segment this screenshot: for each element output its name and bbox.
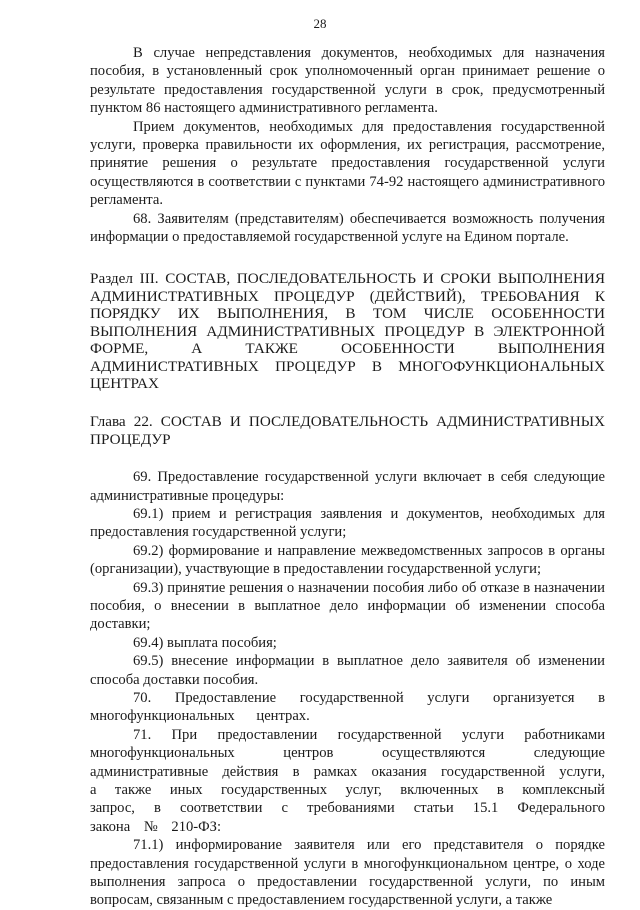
paragraph-69-5: 69.5) внесение информации в выплатное дело заявителя об изменении способа доставки пособия. xyxy=(90,653,605,688)
chapter-heading: Глава 22. СОСТАВ И ПОСЛЕДОВАТЕЛЬНОСТЬ АДМИНИСТРАТИВНЫХ ПРОЦЕДУР xyxy=(90,413,605,448)
paragraph-69-2: 69.2) формирование и направление межведомственных запросов в органы (организации), участвующие в предоставлении государственной услуги; xyxy=(90,542,605,578)
paragraph: Прием документов, необходимых для предоставления государственной услуги, проверка правильности их оформления, их регистрация, рассмотрение, принятие решения о результате предоставления государственной услуги осуществляются в соответствии с пунктами 74-92 настоящего административного регламента. xyxy=(90,118,605,209)
paragraph-69-3: 69.3) принятие решения о назначении пособия либо об отказе в назначении пособия, о внесении в выплатное дело информации об изменении способа доставки; xyxy=(90,579,605,633)
document-body xyxy=(90,44,605,910)
paragraph: В случае непредставления документов, необходимых для назначения пособия, в установленный срок уполномоченный орган принимает решение о результате предоставления государственной услуги в срок, предусмотренный пунктом 86 настоящего административного регламента. xyxy=(90,45,605,117)
paragraph-69-1: 69.1) прием и регистрация заявления и документов, необходимых для предоставления государственной услуги; xyxy=(90,505,605,541)
paragraph-71-1: 71.1) информирование заявителя или его представителя о порядке предоставления государственной услуги в многофункциональном центре, о ходе выполнения запроса о предоставлении государственной услуги, по иным вопросам, связанным с предоставлением государственной услуги, а также xyxy=(90,837,605,909)
paragraph-69: 69. Предоставление государственной услуги включает в себя следующие административные процедуры: xyxy=(90,469,605,504)
paragraph-70: 70. Предоставление государственной услуги организуется в многофункциональных центрах. xyxy=(90,690,605,725)
paragraph-69-4: 69.4) выплата пособия; xyxy=(133,634,277,651)
page-number: 28 xyxy=(313,16,327,31)
paragraph-68: 68. Заявителям (представителям) обеспечивается возможность получения информации о предоставляемой государственной услуге на Едином портале. xyxy=(90,210,605,246)
paragraph-71: 71. При предоставлении государственной услуги работниками многофункциональных центров осуществляются следующие административные действия в рамках оказания государственной услуги, а также иных государственных услуг, включенных в комплексный запрос, в соответствии с требованиями статьи 15.1 Федерального закона № 210-ФЗ: xyxy=(90,726,605,835)
section-heading: Раздел III. СОСТАВ, ПОСЛЕДОВАТЕЛЬНОСТЬ И СРОКИ ВЫПОЛНЕНИЯ АДМИНИСТРАТИВНЫХ ПРОЦЕДУР (ДЕЙСТВИЙ), ТРЕБОВАНИЯ К ПОРЯДКУ ИХ ВЫПОЛНЕНИЯ, В ТОМ ЧИСЛЕ ОСОБЕННОСТИ ВЫПОЛНЕНИЯ АДМИНИСТРАТИВНЫХ ПРОЦЕДУР В ЭЛЕКТРОННОЙ ФОРМЕ, А ТАКЖЕ ОСОБЕННОСТИ ВЫПОЛНЕНИЯ АДМИНИСТРАТИВНЫХ ПРОЦЕДУР В МНОГОФУНКЦИОНАЛЬНЫХ ЦЕНТРАХ xyxy=(90,270,605,392)
